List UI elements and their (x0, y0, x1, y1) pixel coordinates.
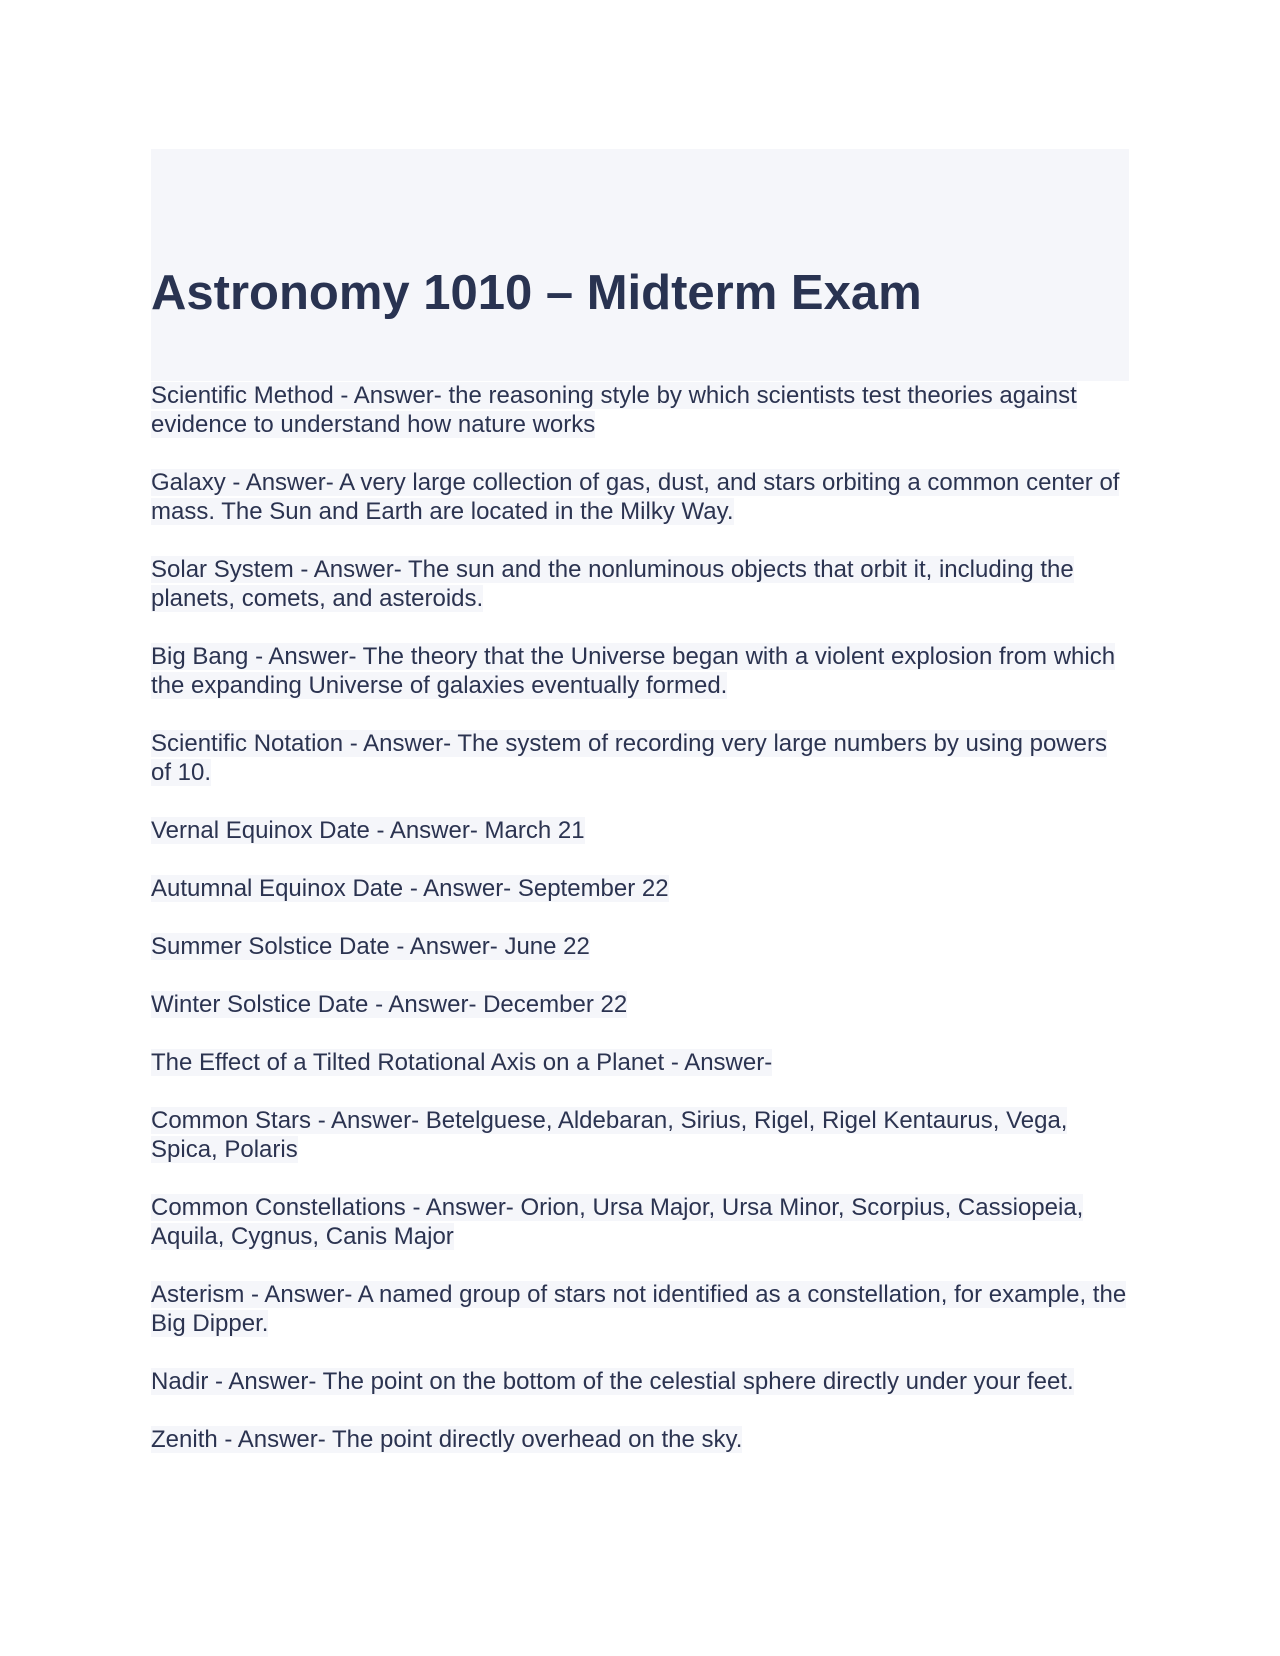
entry-nadir (151, 1367, 1129, 1396)
entry-text: Scientific Notation - Answer- The system of recording very large numbers by using powers of 10. (151, 730, 1107, 786)
entry-text: Big Bang - Answer- The theory that the Universe began with a violent explosion from which the expanding Universe of galaxies eventually formed. (151, 643, 1116, 699)
entry-galaxy (151, 468, 1129, 526)
entry-solar-system (151, 555, 1129, 613)
entry-zenith (151, 1425, 1129, 1454)
entry-text: Summer Solstice Date - Answer- June 22 (151, 933, 590, 960)
entry-list (151, 381, 1129, 1483)
entry-text: Galaxy - Answer- A very large collection of gas, dust, and stars orbiting a common center of mass. The Sun and Earth are located in the Milky Way. (151, 469, 1120, 525)
entry-big-bang (151, 642, 1129, 700)
entry-text: Autumnal Equinox Date - Answer- September 22 (151, 875, 669, 902)
entry-tilted-axis (151, 1048, 1129, 1077)
entry-text: Vernal Equinox Date - Answer- March 21 (151, 817, 585, 844)
entry-winter-solstice (151, 990, 1129, 1019)
document-title: Astronomy 1010 – Midterm Exam (151, 266, 922, 320)
entry-text: Common Stars - Answer- Betelguese, Aldebaran, Sirius, Rigel, Rigel Kentaurus, Vega, Spica, Polaris (151, 1107, 1068, 1163)
entry-common-stars (151, 1106, 1129, 1164)
entry-autumnal-equinox (151, 874, 1129, 903)
entry-text: Winter Solstice Date - Answer- December 22 (151, 991, 628, 1018)
entry-text: Scientific Method - Answer- the reasoning style by which scientists test theories against evidence to understand how nature works (151, 382, 1077, 438)
entry-scientific-notation (151, 729, 1129, 787)
entry-asterism (151, 1280, 1129, 1338)
entry-text: Zenith - Answer- The point directly overhead on the sky. (151, 1426, 743, 1453)
entry-common-constellations (151, 1193, 1129, 1251)
entry-summer-solstice (151, 932, 1129, 961)
entry-text: The Effect of a Tilted Rotational Axis on a Planet - Answer- (151, 1049, 773, 1076)
title-block (151, 149, 1129, 381)
entry-text: Common Constellations - Answer- Orion, Ursa Major, Ursa Minor, Scorpius, Cassiopeia, Aquila, Cygnus, Canis Major (151, 1194, 1084, 1250)
entry-vernal-equinox (151, 816, 1129, 845)
entry-text: Asterism - Answer- A named group of stars not identified as a constellation, for example, the Big Dipper. (151, 1281, 1127, 1337)
entry-text: Solar System - Answer- The sun and the nonluminous objects that orbit it, including the planets, comets, and asteroids. (151, 556, 1074, 612)
entry-text: Nadir - Answer- The point on the bottom of the celestial sphere directly under your feet. (151, 1368, 1074, 1395)
entry-scientific-method (151, 381, 1129, 439)
